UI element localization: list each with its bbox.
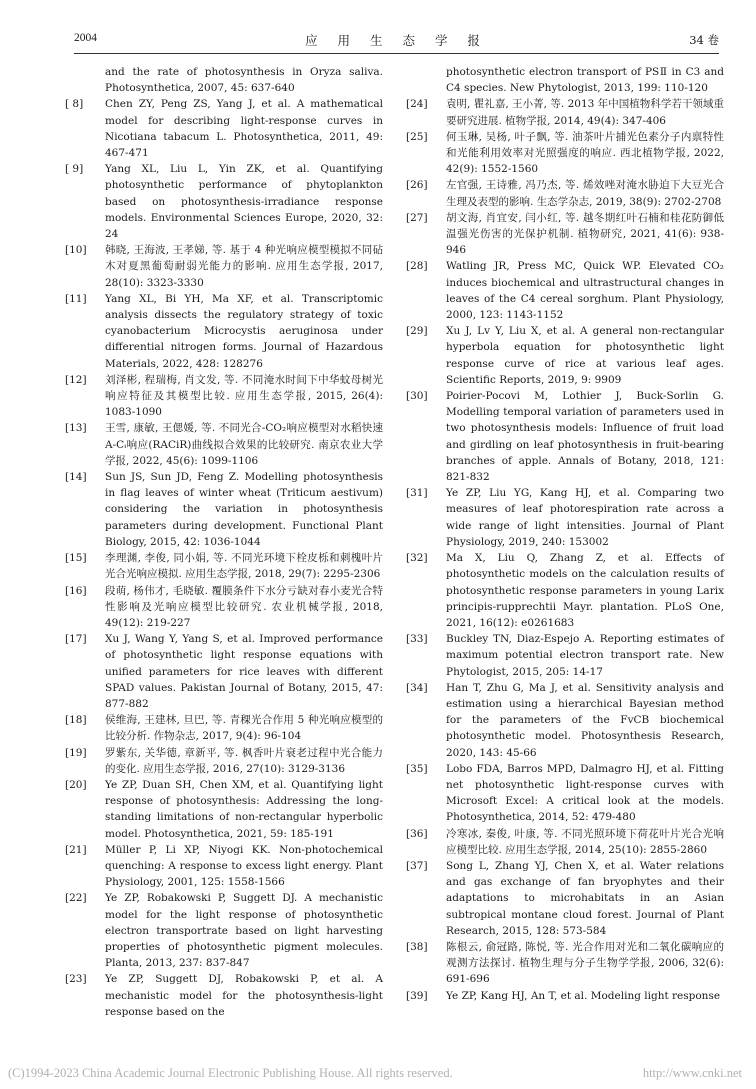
reference-list-left: [65, 96, 383, 1020]
reference-item: [65, 842, 383, 891]
journal-title: 应 用 生 态 学 报: [305, 33, 488, 48]
cnki-url[interactable]: http://www.cnki.net: [642, 1066, 742, 1080]
reference-text: 胡文海, 肖宜安, 闫小红, 等. 越冬期红叶石楠和桂花防御低温强光伤害的光保护机制. 植物研究, 2021, 41(6): 938-946: [446, 211, 724, 257]
reference-number: [13]: [65, 422, 87, 435]
reference-text: Lobo FDA, Barros MPD, Dalmagro HJ, et al. Fitting net photosynthetic light-response curves with Microsoft Excel: A critical look at the models. Photosynthetica, 2014, 52: 479-480: [446, 762, 724, 824]
reference-text: Yang XL, Bi YH, Ma XF, et al. Transcriptomic analysis dissects the regulatory strategy of toxic cyanobacterium Microcystis aeruginosa under differential nitrogen forms. Journal of Hazardous Materials, 2022, 428: 128276: [105, 292, 383, 370]
right-column: [406, 64, 724, 1004]
reference-text: Chen ZY, Peng ZS, Yang J, et al. A mathematical model for describing light-response curves in Nicotiana tabacum L. Photosynthetica, 2011, 49: 467-471: [105, 98, 383, 160]
reference-item: [65, 161, 383, 242]
reference-text: Xu J, Wang Y, Yang S, et al. Improved performance of photosynthetic light response equations with unified parameters for rice leaves with different SPAD values. Pakistan Journal of Botany, 2015, 47: 877-882: [105, 633, 383, 710]
reference-item: [406, 988, 724, 1004]
reference-text: 刘泽彬, 程瑞梅, 肖文发, 等. 不同淹水时间下中华蚊母树光响应特征及其模型比较. 应用生态学报, 2015, 26(4): 1083-1090: [105, 373, 383, 419]
reference-item: [406, 258, 724, 323]
reference-text: 冷寒冰, 秦俊, 叶康, 等. 不同光照环境下荷花叶片光合光响应模型比较. 应用生态学报, 2014, 25(10): 2855-2860: [446, 827, 724, 856]
reference-number: [27]: [406, 211, 428, 224]
reference-text: 李理渊, 李俊, 同小娟, 等. 不同光环境下栓皮栎和刺槐叶片光合光响应模拟. 应用生态学报, 2018, 29(7): 2295-2306: [105, 552, 383, 581]
reference-item: [65, 291, 383, 372]
reference-text: 罗紫东, 关华德, 章新平, 等. 枫香叶片衰老过程中光合能力的变化. 应用生态学报, 2016, 27(10): 3129-3136: [105, 746, 383, 775]
reference-item: [406, 631, 724, 680]
reference-item: [65, 712, 383, 744]
reference-number: [16]: [65, 584, 87, 597]
reference-text: Poirier-Pocovi M, Lothier J, Buck-Sorlin G. Modelling temporal variation of parameters used in two photosynthesis models: Influence of fruit load and girdling on leaf photosynthesis in fruit-bearing branches of apple. Annals of Botany, 2018, 121: 821-832: [446, 390, 724, 484]
reference-item: [65, 971, 383, 1020]
reference-text: Müller P, Li XP, Niyogi KK. Non-photochemical quenching: A response to excess light energy. Plant Physiology, 2001, 125: 1558-1566: [105, 843, 383, 889]
reference-text: 陈根云, 俞冠路, 陈悦, 等. 光合作用对光和二氧化碳响应的观测方法探讨. 植物生理与分子生物学学报, 2006, 32(6): 691-696: [446, 940, 724, 986]
reference-text: 段萌, 杨伟才, 毛晓敏. 覆膜条件下水分亏缺对春小麦光合特性影响及光响应模型比较研究. 农业机械学报, 2018, 49(12): 219-227: [105, 584, 383, 629]
reference-item: [65, 420, 383, 469]
reference-number: [25]: [406, 130, 428, 143]
reference-text: Han T, Zhu G, Ma J, et al. Sensitivity analysis and estimation using a hierarchical Bayesian method for the parameters of the FvCB biochemical photosynthetic model. Photosynthesis Research, 2020, 143: 45-66: [446, 681, 724, 759]
reference-item: [65, 96, 383, 161]
reference-item: [406, 550, 724, 631]
reference-text: Ye ZP, Suggett DJ, Robakowski P, et al. A mechanistic model for the photosynthesis-light response based on the: [105, 973, 383, 1018]
reference-text: Sun JS, Sun JD, Feng Z. Modelling photosynthesis in flag leaves of winter wheat (Triticum aestivum) considering the variation in photosynthesis parameters during development. Functional Plant Biology, 2015, 42: 1036-1044: [105, 471, 383, 548]
reference-number: [30]: [406, 390, 428, 403]
reference-text: Ye ZP, Kang HJ, An T, et al. Modeling light response: [446, 989, 721, 1002]
reference-text: Ma X, Liu Q, Zhang Z, et al. Effects of photosynthetic models on the calculation results of photosynthetic response parameters in young Larix principis-rupprechtii Mayr. plantation. PLoS One, 2021, 16(12): e0261683: [446, 552, 724, 629]
reference-item: [406, 210, 724, 259]
reference-number: [10]: [65, 244, 87, 257]
reference-number: [19]: [65, 746, 87, 759]
reference-continuation: photosynthetic electron transport of PSⅡ in C3 and C4 species. New Phytologist, 2013, 199: 110-120: [446, 66, 724, 95]
reference-item: [65, 550, 383, 582]
reference-item: [65, 242, 383, 291]
reference-text: 左官强, 王诗雅, 冯乃杰, 等. 烯效唑对淹水胁迫下大豆光合生理及表型的影响. 生态学杂志, 2019, 38(9): 2702-2708: [446, 179, 724, 208]
reference-number: [17]: [65, 633, 87, 646]
reference-text: 韩晓, 王海波, 王孝娣, 等. 基于 4 种光响应模型模拟不同砧木对夏黑葡萄耐弱光能力的影响. 应用生态学报, 2017, 28(10): 3323-3330: [105, 244, 383, 289]
reference-text: 袁明, 瞿礼嘉, 王小菁, 等. 2013 年中国植物科学若干领域重要研究进展. 植物学报, 2014, 49(4): 347-406: [446, 98, 724, 127]
copyright-text: (C)1994-2023 China Academic Journal Electronic Publishing House. All rights reserved.: [8, 1066, 453, 1080]
reference-item: [406, 858, 724, 939]
reference-item: [406, 96, 724, 128]
reference-item: [65, 469, 383, 550]
reference-list-right: [406, 96, 724, 1003]
reference-number: [23]: [65, 973, 87, 986]
volume-label: 34 卷: [689, 33, 719, 47]
reference-number: [ 9]: [65, 163, 84, 176]
reference-continuation: and the rate of photosynthesis in Oryza saliva. Photosynthetica, 2007, 45: 637-640: [105, 66, 383, 95]
reference-text: Song L, Zhang YJ, Chen X, et al. Water relations and gas exchange of fan bryophytes and their adaptations to microhabitats in an Asian subtropical montane cloud forest. Journal of Plant Research, 2015, 128: 573-584: [446, 859, 724, 937]
reference-number: [38]: [406, 940, 428, 953]
reference-item: [65, 583, 383, 632]
reference-number: [28]: [406, 260, 428, 273]
reference-text: Ye ZP, Liu YG, Kang HJ, et al. Comparing two measures of leaf photorespiration rate across a wide range of light intensities. Journal of Plant Physiology, 2019, 240: 153002: [446, 487, 724, 548]
running-header: [74, 28, 719, 50]
reference-number: [33]: [406, 633, 428, 646]
reference-item: [406, 939, 724, 988]
reference-number: [29]: [406, 325, 428, 338]
reference-text: Watling JR, Press MC, Quick WP. Elevated CO₂ induces biochemical and ultrastructural changes in leaves of the C4 cereal sorghum. Plant Physiology, 2000, 123: 1143-1152: [446, 260, 724, 322]
reference-item: [406, 323, 724, 388]
reference-item: [65, 631, 383, 712]
reference-number: [14]: [65, 471, 87, 484]
reference-number: [37]: [406, 859, 428, 872]
reference-number: [35]: [406, 762, 428, 775]
reference-number: [34]: [406, 681, 428, 694]
reference-text: 王雪, 康敏, 王偲媛, 等. 不同光合-CO₂响应模型对水稻快速 A-Cᵢ响应(RACiR)曲线拟合效果的比较研究. 南京农业大学学报, 2022, 45(6): 1099-1106: [105, 422, 383, 467]
reference-number: [ 8]: [65, 98, 84, 111]
header-rule: [74, 53, 719, 54]
reference-item: [406, 761, 724, 826]
reference-number: [22]: [65, 892, 87, 905]
reference-number: [21]: [65, 843, 87, 856]
reference-number: [26]: [406, 179, 428, 192]
reference-text: 何玉琳, 吴杨, 叶子飘, 等. 油茶叶片捕光色素分子内禀特性和光能利用效率对光照强度的响应. 西北植物学报, 2022, 42(9): 1552-1560: [446, 130, 724, 176]
reference-item: [65, 745, 383, 777]
reference-item: [65, 372, 383, 421]
reference-number: [32]: [406, 552, 428, 565]
reference-number: [36]: [406, 827, 428, 840]
reference-item: [406, 177, 724, 209]
reference-number: [31]: [406, 487, 428, 500]
reference-item: [65, 890, 383, 971]
reference-item: [65, 777, 383, 842]
reference-number: [12]: [65, 373, 87, 386]
reference-item: [406, 485, 724, 550]
reference-item: [406, 388, 724, 485]
reference-number: [18]: [65, 714, 87, 727]
reference-number: [20]: [65, 778, 87, 791]
page-number: 2004: [74, 32, 97, 44]
reference-text: Ye ZP, Robakowski P, Suggett DJ. A mechanistic model for the light response of photosynthetic electron transportrate based on light harvesting properties of photosynthetic pigment molecules. Planta, 2013, 237: 837-847: [105, 892, 383, 970]
reference-item: [406, 826, 724, 858]
reference-number: [11]: [65, 292, 87, 305]
reference-number: [24]: [406, 98, 428, 111]
reference-number: [15]: [65, 552, 87, 565]
reference-text: 侯维海, 王建林, 旦巴, 等. 青稞光合作用 5 种光响应模型的比较分析. 作物杂志, 2017, 9(4): 96-104: [105, 714, 383, 743]
reference-item: [406, 129, 724, 178]
reference-item: [406, 680, 724, 761]
reference-text: Xu J, Lv Y, Liu X, et al. A general non-rectangular hyperbola equation for photosynthetic light response curve of rice at various leaf ages. Scientific Reports, 2019, 9: 9909: [446, 325, 724, 386]
reference-text: Ye ZP, Duan SH, Chen XM, et al. Quantifying light response of photosynthesis: Addressing the long-standing limitations of non-rectangular hyperbolic model. Photosynthetica, 2021, 59: 185-191: [105, 778, 383, 840]
left-column: [65, 64, 383, 1020]
reference-text: Yang XL, Liu L, Yin ZK, et al. Quantifying photosynthetic performance of phytoplankton based on photosynthesis-irradiance response models. Environmental Sciences Europe, 2020, 32: 24: [105, 163, 383, 241]
reference-number: [39]: [406, 989, 428, 1002]
reference-text: Buckley TN, Diaz-Espejo A. Reporting estimates of maximum potential electron transport rate. New Phytologist, 2015, 205: 14-17: [446, 633, 724, 678]
